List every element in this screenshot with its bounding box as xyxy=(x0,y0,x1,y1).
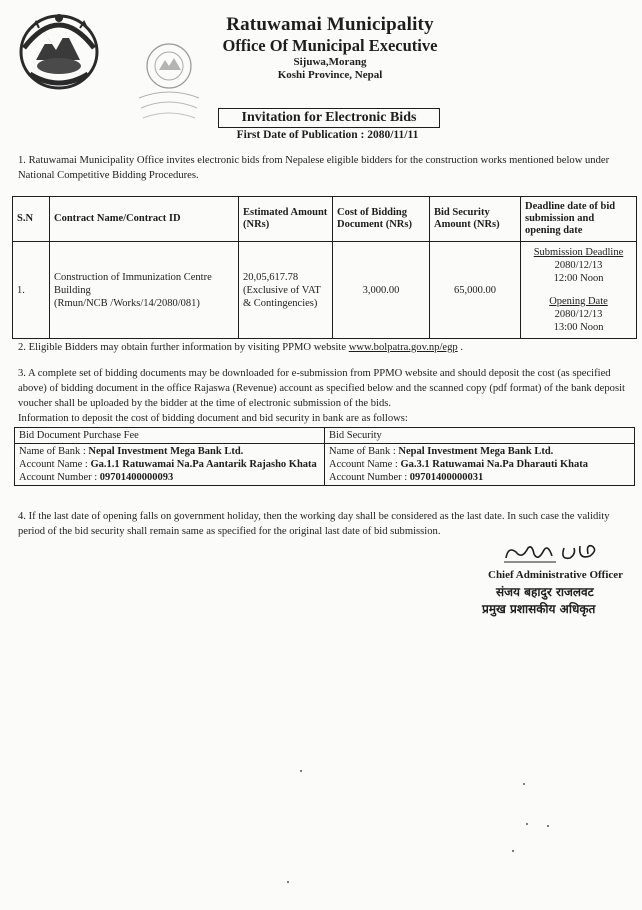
signatory-title: Chief Administrative Officer xyxy=(488,569,624,581)
opening-time: 13:00 Noon xyxy=(553,322,604,333)
publication-date: First Date of Publication : 2080/11/11 xyxy=(236,129,419,141)
opening-label: Opening Date xyxy=(549,296,608,307)
contract-id: (Rmun/NCB /Works/14/2080/081) xyxy=(54,297,200,309)
cell-bid-security: 65,000.00 xyxy=(430,242,521,339)
bank-name-value: Nepal Investment Mega Bank Ltd. xyxy=(398,446,554,457)
address-line-2: Koshi Province, Nepal xyxy=(277,69,383,81)
paragraph-2-text: 2. Eligible Bidders may obtain further information by visiting PPMO website xyxy=(18,342,347,353)
header-deadline: Deadline date of bid submission and opening date xyxy=(521,197,637,242)
paragraph-2-end: . xyxy=(460,342,463,353)
submission-time: 12:00 Noon xyxy=(553,273,604,284)
account-number-label: Account Number : xyxy=(329,472,410,483)
submission-date: 2080/12/13 xyxy=(554,260,603,271)
bid-security-heading: Bid Security xyxy=(325,428,635,444)
estimated-amount: 20,05,617.78 xyxy=(243,271,299,283)
account-name-value: Ga.3.1 Ratuwamai Na.Pa Dharauti Khata xyxy=(400,459,588,470)
account-number-value: 09701400000031 xyxy=(409,472,484,483)
bank-name-value: Nepal Investment Mega Bank Ltd. xyxy=(88,446,244,457)
opening-date: 2080/12/13 xyxy=(554,309,603,320)
header-cost-of-document: Cost of Bidding Document (NRs) xyxy=(333,197,430,242)
account-name-label: Account Name : xyxy=(329,459,401,470)
header-contract-name: Contract Name/Contract ID xyxy=(50,197,239,242)
cell-cost-of-document: 3,000.00 xyxy=(333,242,430,339)
paragraph-4: 4. If the last date of opening falls on government holiday, then the working day shall be considered as the last date. In such case the validity period of the bid security shall remain same as specified for the original last date of bid submission. xyxy=(18,511,610,537)
paragraph-3-info: Information to deposit the cost of bidding document and bid security in bank are as follows: xyxy=(18,413,408,424)
municipality-name: Ratuwamai Municipality xyxy=(226,14,434,35)
account-number-value: 09701400000093 xyxy=(99,472,174,483)
address-line-1: Sijuwa,Morang xyxy=(293,56,367,68)
signatory-designation-nepali: प्रमुख प्रशासकीय अधिकृत xyxy=(482,602,596,616)
bank-name-label: Name of Bank : xyxy=(19,446,89,457)
paragraph-1: 1. Ratuwamai Municipality Office invites electronic bids from Nepalese eligible bidders for the construction works mentioned below under National Competitive Bidding Procedures. xyxy=(18,155,610,181)
notice-title: Invitation for Electronic Bids xyxy=(218,108,440,128)
signatory-name-nepali: संजय बहादुर राजलवट xyxy=(496,585,594,599)
paragraph-3-text: 3. A complete set of bidding documents may be downloaded for e-submission from PPMO website and should deposit the cost (as specified above) of bidding document in the office Rajaswa (Revenue) account as specified below and the scanned copy (pdf format) of the bank deposit voucher shall be uploaded by the bidder at the time of electronic submission of the bids. xyxy=(18,368,625,409)
header-estimated-amount: Estimated Amount (NRs) xyxy=(239,197,333,242)
header-sn: S.N xyxy=(13,197,50,242)
contract-name: Construction of Immunization Centre Building xyxy=(54,271,212,296)
account-number-label: Account Number : xyxy=(19,472,100,483)
account-name-label: Account Name : xyxy=(19,459,91,470)
bank-name-label: Name of Bank : xyxy=(329,446,399,457)
header-bid-security: Bid Security Amount (NRs) xyxy=(430,197,521,242)
purchase-fee-heading: Bid Document Purchase Fee xyxy=(15,428,325,444)
submission-label: Submission Deadline xyxy=(533,247,624,258)
ppmo-website-link[interactable]: www.bolpatra.gov.np/egp xyxy=(348,342,458,353)
cell-sn: 1. xyxy=(13,242,50,339)
office-name: Office Of Municipal Executive xyxy=(222,36,438,55)
account-name-value: Ga.1.1 Ratuwamai Na.Pa Aantarik Rajasho Khata xyxy=(90,459,317,470)
estimated-note: (Exclusive of VAT & Contingencies) xyxy=(243,284,321,309)
